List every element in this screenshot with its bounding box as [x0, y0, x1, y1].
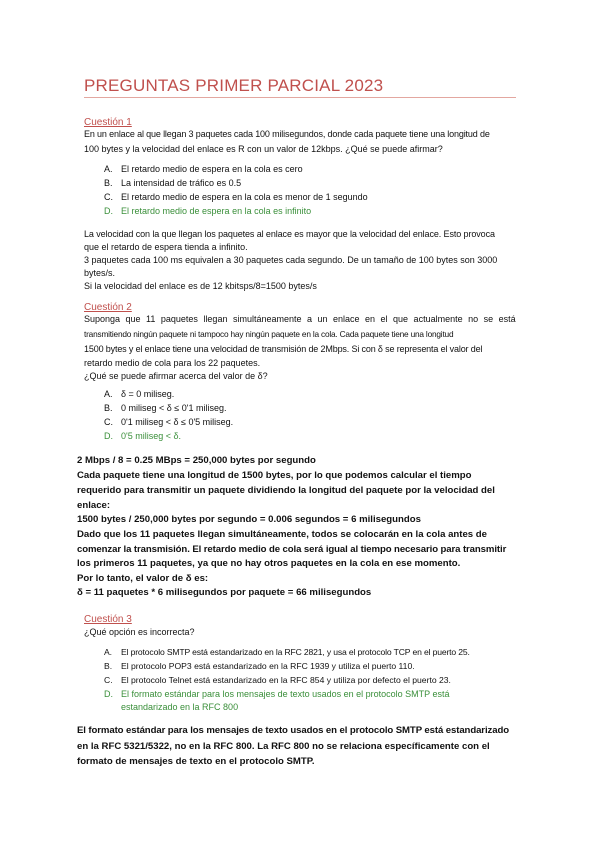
option-text: 0 miliseg < δ ≤ 0'1 miliseg. — [121, 403, 227, 413]
option-text: 0'5 miliseg < δ. — [121, 431, 182, 441]
option-label: D. — [104, 689, 113, 699]
option-label: C. — [104, 417, 113, 427]
question-2-option-c — [104, 416, 233, 429]
option-text: El protocolo Telnet está estandarizado en la RFC 854 y utiliza por defecto el puerto 23. — [121, 675, 451, 685]
option-label: A. — [104, 164, 113, 174]
question-3-option-c — [104, 674, 451, 687]
question-2-explanation-line: 2 Mbps / 8 = 0.25 MBps = 250,000 bytes por segundo — [77, 455, 316, 466]
question-1-explanation-line: que el retardo de espera tienda a infinito. — [84, 242, 248, 252]
question-3-option-a — [104, 646, 470, 659]
question-1-option-b — [104, 177, 241, 190]
question-1-option-d-correct — [104, 205, 311, 218]
question-3-explanation-line: formato de mensajes de texto en el protocolo SMTP. — [77, 756, 315, 767]
question-2-option-d-correct — [104, 430, 181, 443]
option-text: El protocolo SMTP está estandarizado en la RFC 2821, y usa el protocolo TCP en el puerto 25. — [121, 647, 470, 657]
option-label: A. — [104, 389, 113, 399]
option-label: D. — [104, 431, 113, 441]
question-2-option-b — [104, 402, 226, 415]
question-1-text-line: 100 bytes y la velocidad del enlace es R con un valor de 12kbps. ¿Qué se puede afirmar? — [84, 144, 443, 154]
question-1-explanation-line: La velocidad con la que llegan los paquetes al enlace es mayor que la velocidad del enlace. Esto provoca — [84, 229, 495, 239]
question-2-explanation-line: Dado que los 11 paquetes llegan simultáneamente, todos se colocarán en la cola antes de — [77, 529, 487, 540]
option-label: A. — [104, 647, 112, 657]
question-3-explanation-line: en la RFC 5321/5322, no en la RFC 800. La RFC 800 no se relaciona específicamente con el — [77, 741, 490, 752]
option-text: δ = 0 miliseg. — [121, 389, 175, 399]
question-2-explanation-line: δ = 11 paquetes * 6 milisegundos por paquete = 66 milisegundos — [77, 587, 372, 598]
option-text: El protocolo POP3 está estandarizado en la RFC 1939 y utiliza el puerto 110. — [121, 661, 415, 671]
question-2-explanation-line: requerido para transmitir un paquete dividiendo la longitud del paquete por la velocidad del — [77, 485, 495, 496]
option-label: B. — [104, 661, 113, 671]
question-1-text-line: En un enlace al que llegan 3 paquetes cada 100 milisegundos, donde cada paquete tiene una longitud de — [84, 129, 490, 139]
question-1-explanation-line: bytes/s. — [84, 268, 116, 278]
question-2-option-a — [104, 388, 174, 401]
option-text: La intensidad de tráfico es 0.5 — [121, 178, 242, 188]
option-label: C. — [104, 192, 113, 202]
question-1-heading: Cuestión 1 — [84, 117, 132, 128]
question-2-explanation-line: los primeros 11 paquetes, ya que no hay otros paquetes en la cola en ese momento. — [77, 558, 461, 569]
question-3-text-line: ¿Qué opción es incorrecta? — [84, 627, 195, 637]
option-label: D. — [104, 206, 113, 216]
title-divider — [84, 97, 516, 98]
question-2-explanation-line: comenzar la transmisión. El retardo medio de cola será igual al tiempo necesario para transmitir — [77, 544, 507, 555]
question-3-option-b — [104, 660, 415, 673]
question-1-explanation-line: Si la velocidad del enlace es de 12 kbitsps/8=1500 bytes/s — [84, 281, 317, 291]
option-text: 0'1 miliseg < δ ≤ 0'5 miliseg. — [121, 417, 234, 427]
question-2-text-line: retardo medio de cola para los 22 paquetes. — [84, 358, 261, 368]
option-text: El retardo medio de espera en la cola es infinito — [121, 206, 312, 216]
option-text: El retardo medio de espera en la cola es menor de 1 segundo — [121, 192, 368, 202]
option-label: B. — [104, 403, 113, 413]
question-2-explanation-line: Por lo tanto, el valor de δ es: — [77, 573, 209, 584]
option-text: El retardo medio de espera en la cola es cero — [121, 164, 303, 174]
question-1-explanation-line: 3 paquetes cada 100 ms equivalen a 30 paquetes cada segundo. De un tamaño de 100 bytes son 3000 — [84, 255, 498, 265]
question-2-explanation-line: 1500 bytes / 250,000 bytes por segundo = 0.006 segundos = 6 milisegundos — [77, 514, 421, 525]
question-2-text-line: 1500 bytes y el enlace tiene una velocidad de transmisión de 2Mbps. Si con δ se representa el valor del — [84, 344, 483, 354]
question-3-option-d-correct — [104, 688, 484, 714]
question-2-text-line: Suponga que 11 paquetes llegan simultáneamente a un enlace en el que actualmente no se está — [84, 314, 516, 324]
option-label: C. — [104, 675, 113, 685]
question-3-explanation-line: El formato estándar para los mensajes de texto usados en el protocolo SMTP está estandarizado — [77, 725, 509, 736]
question-2-heading: Cuestión 2 — [84, 302, 132, 313]
question-2-text-line: ¿Qué se puede afirmar acerca del valor de δ? — [84, 371, 268, 381]
question-3-heading: Cuestión 3 — [84, 614, 132, 625]
question-2-explanation-line: enlace: — [77, 500, 111, 511]
option-text: El formato estándar para los mensajes de texto usados en el protocolo SMTP está estandarizado en la RFC 800 — [121, 689, 450, 712]
question-1-option-c — [104, 191, 368, 204]
question-2-text-line: transmitiendo ningún paquete ni tampoco hay ningún paquete en la cola. Cada paquete tiene una longitud — [84, 329, 454, 339]
question-2-explanation-line: Cada paquete tiene una longitud de 1500 bytes, por lo que podemos calcular el tiempo — [77, 470, 472, 481]
option-label: B. — [104, 178, 113, 188]
question-1-option-a — [104, 163, 303, 176]
document-title: PREGUNTAS PRIMER PARCIAL 2023 — [84, 76, 384, 95]
